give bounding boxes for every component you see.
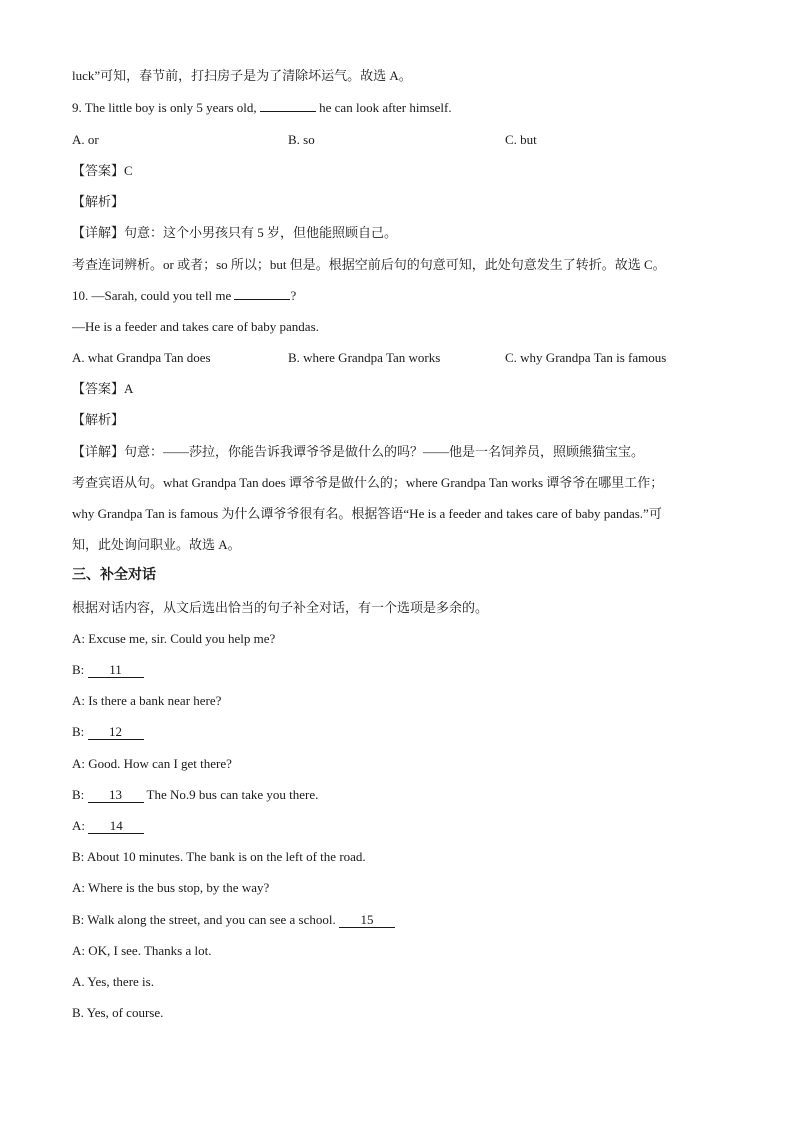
- dialogue-line-5: A: Good. How can I get there?: [72, 756, 232, 771]
- dialogue-line-8: B: About 10 minutes. The bank is on the left of the road.: [72, 849, 366, 864]
- dialogue-line-7: [72, 817, 144, 834]
- q10-text-b: ?: [290, 288, 297, 303]
- blank-11: 11: [88, 662, 144, 678]
- q10-analysis-label: 【解析】: [72, 412, 125, 427]
- q10-option-a: A. what Grandpa Tan does: [72, 350, 211, 365]
- q9-analysis-label: 【解析】: [72, 194, 125, 209]
- q9-answer: 【答案】C: [72, 163, 133, 178]
- choice-a: A. Yes, there is.: [72, 974, 154, 989]
- q10-blank: [234, 299, 290, 300]
- q10-explanation-1: 考查宾语从句。what Grandpa Tan does 谭爷爷是做什么的；where Grandpa Tan works 谭爷爷在哪里工作；: [72, 475, 664, 490]
- question-9: [72, 99, 452, 116]
- dialogue-line-6: [72, 786, 318, 803]
- q10-option-c: C. why Grandpa Tan is famous: [505, 350, 667, 365]
- q10-detail: 【详解】句意：——莎拉，你能告诉我谭爷爷是做什么的吗？——他是一名饲养员，照顾熊猫宝宝。: [72, 444, 645, 459]
- q9-option-b: B. so: [288, 132, 315, 147]
- q9-blank: [260, 111, 316, 112]
- q9-option-c: C. but: [505, 132, 537, 147]
- blank-14: 14: [88, 818, 144, 834]
- explanation-tail: luck”可知，春节前，打扫房子是为了清除坏运气。故选 A。: [72, 68, 412, 83]
- q10-reply: —He is a feeder and takes care of baby pandas.: [72, 319, 319, 334]
- q9-detail: 【详解】句意：这个小男孩只有 5 岁，但他能照顾自己。: [72, 225, 398, 240]
- dialogue-line-3: A: Is there a bank near here?: [72, 693, 222, 708]
- dialogue-line-11: A: OK, I see. Thanks a lot.: [72, 943, 212, 958]
- d10-prefix: B: Walk along the street, and you can see a school.: [72, 912, 339, 927]
- d6-suffix: The No.9 bus can take you there.: [143, 787, 319, 802]
- q10-explanation-2: why Grandpa Tan is famous 为什么谭爷爷很有名。根据答语“He is a feeder and takes care of baby pandas.”可: [72, 506, 662, 521]
- q9-explanation: 考查连词辨析。or 或者；so 所以；but 但是。根据空前后句的句意可知，此处句意发生了转折。故选 C。: [72, 257, 666, 272]
- d7-prefix: A:: [72, 818, 89, 833]
- choice-b: B. Yes, of course.: [72, 1005, 164, 1020]
- dialogue-line-2: [72, 661, 144, 678]
- d4-prefix: B:: [72, 724, 88, 739]
- blank-15: 15: [339, 912, 395, 928]
- d6-prefix: B:: [72, 787, 88, 802]
- q10-option-b: B. where Grandpa Tan works: [288, 350, 441, 365]
- d2-prefix: B:: [72, 662, 88, 677]
- dialogue-line-10: [72, 911, 395, 928]
- dialogue-line-4: [72, 723, 144, 740]
- dialogue-line-9: A: Where is the bus stop, by the way?: [72, 880, 270, 895]
- q9-text-a: 9. The little boy is only 5 years old,: [72, 100, 260, 115]
- section-heading: 三、补全对话: [72, 568, 156, 583]
- q9-text-b: he can look after himself.: [315, 100, 452, 115]
- section-instruction: 根据对话内容，从文后选出恰当的句子补全对话，有一个选项是多余的。: [72, 600, 489, 615]
- question-10: [72, 287, 296, 304]
- dialogue-line-1: A: Excuse me, sir. Could you help me?: [72, 631, 276, 646]
- q10-text-a: 10. —Sarah, could you tell me: [72, 288, 235, 303]
- blank-12: 12: [88, 724, 144, 740]
- q10-answer: 【答案】A: [72, 381, 134, 396]
- blank-13: 13: [88, 787, 144, 803]
- q9-option-a: A. or: [72, 132, 99, 147]
- q10-explanation-3: 知，此处询问职业。故选 A。: [72, 537, 241, 552]
